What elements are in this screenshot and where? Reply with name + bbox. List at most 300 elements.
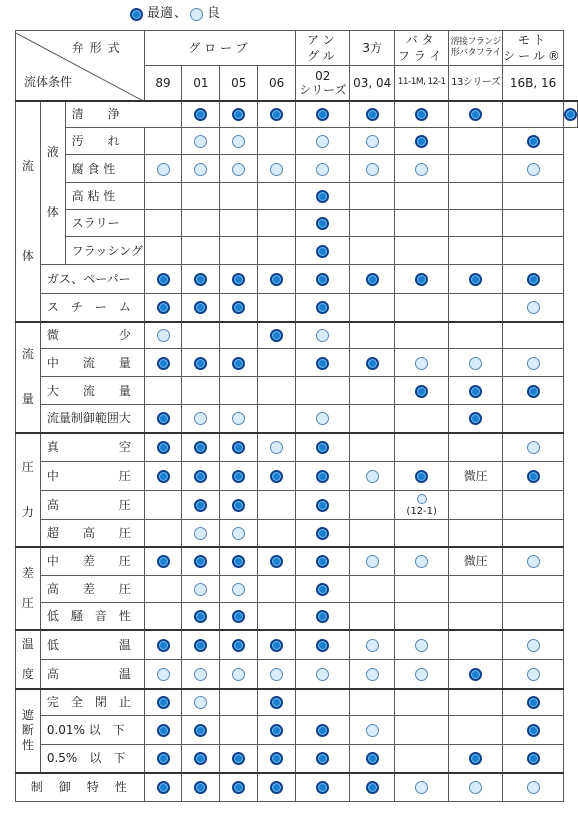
best-dot-icon — [316, 190, 329, 203]
best-dot-icon — [527, 273, 540, 286]
table-row — [16, 210, 578, 237]
rating-cell — [182, 128, 220, 155]
rating-cell — [296, 689, 350, 716]
group-label-temperature: 温 度 — [16, 630, 41, 689]
rating-cell — [394, 547, 448, 576]
good-dot-icon — [232, 583, 245, 596]
rating-cell — [258, 349, 296, 377]
best-dot-icon — [316, 357, 329, 370]
best-dot-icon — [232, 273, 245, 286]
rating-cell — [350, 155, 394, 183]
rating-cell — [449, 349, 503, 377]
best-dot-icon — [232, 357, 245, 370]
header-butterfly: バタ フライ — [394, 31, 448, 66]
rating-cell — [220, 377, 258, 405]
table-row — [16, 462, 578, 491]
rating-cell — [394, 101, 448, 128]
rating-cell — [220, 155, 258, 183]
valve-selection-table — [15, 30, 578, 802]
rating-cell — [503, 183, 564, 210]
best-dot-icon — [316, 108, 329, 121]
rating-cell — [503, 603, 564, 630]
rating-cell — [296, 183, 350, 210]
rating-cell — [449, 128, 503, 155]
rating-cell — [144, 210, 182, 237]
good-dot-icon — [366, 470, 379, 483]
best-dot-icon — [270, 696, 283, 709]
good-dot-icon — [469, 781, 482, 794]
good-dot-icon — [415, 781, 428, 794]
rating-cell — [296, 660, 350, 689]
best-dot-icon — [316, 610, 329, 623]
rating-cell — [503, 349, 564, 377]
rating-cell — [220, 745, 258, 773]
rating-cell — [350, 349, 394, 377]
row-label: 高 温 — [40, 660, 144, 689]
table-row — [16, 491, 578, 520]
header-angle: アン グル — [296, 31, 350, 66]
rating-cell — [296, 716, 350, 745]
best-dot-icon — [157, 470, 170, 483]
rating-cell — [503, 491, 564, 520]
rating-cell — [258, 660, 296, 689]
rating-cell — [258, 689, 296, 716]
group-label-shutoff: 遮 断 性 — [16, 689, 41, 773]
model-13-series: 13シリーズ — [449, 66, 503, 101]
good-dot-icon — [194, 696, 207, 709]
rating-cell — [182, 349, 220, 377]
best-dot-icon — [194, 555, 207, 568]
rating-cell — [350, 462, 394, 491]
rating-cell — [503, 547, 564, 576]
rating-cell — [258, 630, 296, 660]
rating-cell — [296, 520, 350, 547]
rating-cell — [449, 405, 503, 433]
rating-cell — [258, 603, 296, 630]
rating-cell — [503, 128, 564, 155]
model-16b-16: 16B, 16 — [503, 66, 564, 101]
rating-cell — [394, 405, 448, 433]
table-row — [16, 576, 578, 603]
best-dot-icon — [469, 752, 482, 765]
rating-cell — [144, 462, 182, 491]
rating-cell — [350, 491, 394, 520]
header-three-way: 3方 — [350, 31, 394, 66]
best-dot-icon — [194, 499, 207, 512]
best-dot-icon — [415, 135, 428, 148]
rating-cell — [350, 210, 394, 237]
best-dot-icon — [232, 441, 245, 454]
rating-cell — [503, 745, 564, 773]
row-label: 中 差 圧 — [40, 547, 144, 576]
rating-cell — [258, 520, 296, 547]
rating-cell — [220, 773, 258, 802]
row-label: 低 騒 音 性 — [40, 603, 144, 630]
rating-cell — [503, 155, 564, 183]
best-dot-icon — [194, 301, 207, 314]
row-label: 大 流 量 — [40, 377, 144, 405]
good-dot-icon — [527, 555, 540, 568]
rating-cell — [394, 576, 448, 603]
rating-cell — [394, 433, 448, 462]
good-dot-icon — [366, 163, 379, 176]
best-dot-icon — [232, 555, 245, 568]
best-dot-icon — [316, 555, 329, 568]
rating-cell — [296, 547, 350, 576]
rating-cell — [449, 101, 503, 128]
best-dot-icon — [194, 357, 207, 370]
row-label: 中 圧 — [40, 462, 144, 491]
rating-cell — [258, 576, 296, 603]
good-dot-icon — [194, 135, 207, 148]
rating-cell — [144, 745, 182, 773]
rating-cell — [350, 377, 394, 405]
best-dot-icon — [194, 752, 207, 765]
rating-cell — [220, 405, 258, 433]
rating-cell — [220, 433, 258, 462]
rating-cell — [449, 520, 503, 547]
best-dot-icon — [130, 8, 143, 21]
best-dot-icon — [270, 639, 283, 652]
rating-cell — [503, 689, 564, 716]
rating-cell — [220, 491, 258, 520]
table-row — [16, 265, 578, 294]
rating-cell — [144, 520, 182, 547]
rating-cell — [503, 377, 564, 405]
best-dot-icon — [366, 752, 379, 765]
corner-bottom-label: 流体条件 — [24, 75, 73, 90]
rating-cell — [258, 183, 296, 210]
best-dot-icon — [316, 781, 329, 794]
rating-cell — [144, 630, 182, 660]
rating-cell — [182, 155, 220, 183]
best-dot-icon — [527, 724, 540, 737]
model-06: 06 — [258, 66, 296, 101]
legend-best-label: 最適 — [147, 6, 174, 21]
best-dot-icon — [316, 441, 329, 454]
best-dot-icon — [270, 555, 283, 568]
good-dot-icon — [194, 583, 207, 596]
best-dot-icon — [194, 470, 207, 483]
good-dot-icon — [194, 527, 207, 540]
best-dot-icon — [366, 273, 379, 286]
table-row — [16, 377, 578, 405]
good-dot-icon — [366, 724, 379, 737]
rating-cell — [350, 547, 394, 576]
row-label: 高 粘 性 — [65, 183, 144, 210]
best-dot-icon — [157, 724, 170, 737]
good-dot-icon — [194, 163, 207, 176]
good-dot-icon — [270, 441, 283, 454]
rating-cell — [449, 630, 503, 660]
best-dot-icon — [157, 412, 170, 425]
table-row — [16, 349, 578, 377]
cell-note: (12-1) — [406, 506, 437, 517]
best-dot-icon — [415, 108, 428, 121]
good-dot-icon — [366, 668, 379, 681]
group-label-flow: 流 量 — [16, 322, 41, 433]
rating-cell — [258, 322, 296, 349]
rating-cell — [220, 603, 258, 630]
rating-cell — [258, 547, 296, 576]
rating-cell — [258, 462, 296, 491]
good-dot-icon — [194, 668, 207, 681]
good-dot-icon — [316, 412, 329, 425]
row-label: 低 温 — [40, 630, 144, 660]
rating-cell — [220, 660, 258, 689]
rating-cell — [220, 101, 258, 128]
rating-cell — [220, 630, 258, 660]
row-label: 0.5% 以 下 — [40, 745, 144, 773]
table-row — [16, 745, 578, 773]
rating-cell — [449, 377, 503, 405]
rating-cell — [449, 265, 503, 294]
good-dot-icon — [417, 494, 427, 504]
good-dot-icon — [190, 8, 203, 21]
rating-cell — [296, 294, 350, 322]
rating-cell — [220, 265, 258, 294]
rating-cell — [350, 128, 394, 155]
best-dot-icon — [157, 273, 170, 286]
rating-cell — [350, 265, 394, 294]
table-row — [16, 183, 578, 210]
rating-cell — [394, 689, 448, 716]
best-dot-icon — [270, 724, 283, 737]
rating-cell — [503, 210, 564, 237]
rating-cell — [258, 745, 296, 773]
rating-cell — [144, 773, 182, 802]
rating-cell — [394, 322, 448, 349]
rating-cell — [296, 155, 350, 183]
good-dot-icon — [527, 301, 540, 314]
rating-cell — [394, 237, 448, 265]
rating-cell — [182, 462, 220, 491]
rating-cell — [182, 101, 220, 128]
rating-cell — [394, 630, 448, 660]
group-label-diffpressure: 差 圧 — [16, 547, 41, 630]
row-label: 汚 れ — [65, 128, 144, 155]
good-dot-icon — [270, 163, 283, 176]
best-dot-icon — [469, 412, 482, 425]
table-row — [16, 155, 578, 183]
rating-cell — [182, 237, 220, 265]
rating-cell — [449, 603, 503, 630]
rating-cell — [144, 183, 182, 210]
good-dot-icon — [157, 163, 170, 176]
best-dot-icon — [194, 610, 207, 623]
rating-cell — [296, 210, 350, 237]
good-dot-icon — [157, 668, 170, 681]
rating-cell — [503, 294, 564, 322]
rating-cell — [258, 294, 296, 322]
good-dot-icon — [527, 781, 540, 794]
rating-cell — [350, 520, 394, 547]
model-89: 89 — [144, 66, 182, 101]
rating-cell — [182, 576, 220, 603]
good-dot-icon — [232, 135, 245, 148]
row-label: 高 差 圧 — [40, 576, 144, 603]
row-label: 微 少 — [40, 322, 144, 349]
good-dot-icon — [527, 639, 540, 652]
rating-cell — [503, 237, 564, 265]
rating-cell — [144, 547, 182, 576]
rating-cell — [258, 101, 296, 128]
rating-cell — [449, 660, 503, 689]
rating-cell — [296, 491, 350, 520]
rating-cell — [182, 773, 220, 802]
good-dot-icon — [316, 163, 329, 176]
rating-cell — [394, 491, 448, 520]
row-label: 超 高 圧 — [40, 520, 144, 547]
model-02-series: 02 シリーズ — [296, 66, 350, 101]
rating-cell — [220, 322, 258, 349]
best-dot-icon — [316, 273, 329, 286]
rating-cell — [296, 433, 350, 462]
rating-cell — [296, 405, 350, 433]
row-label: フラッシング — [65, 237, 144, 265]
rating-cell — [296, 322, 350, 349]
good-dot-icon — [316, 329, 329, 342]
best-dot-icon — [194, 273, 207, 286]
rating-cell — [182, 433, 220, 462]
rating-cell — [564, 101, 578, 128]
best-dot-icon — [316, 639, 329, 652]
rating-cell — [220, 520, 258, 547]
rating-cell — [350, 689, 394, 716]
rating-cell — [182, 630, 220, 660]
rating-cell — [503, 630, 564, 660]
best-dot-icon — [194, 639, 207, 652]
rating-cell — [350, 322, 394, 349]
best-dot-icon — [316, 499, 329, 512]
rating-cell — [220, 237, 258, 265]
best-dot-icon — [415, 470, 428, 483]
rating-cell — [258, 716, 296, 745]
best-dot-icon — [564, 108, 577, 121]
row-label: スラリー — [65, 210, 144, 237]
table-row — [16, 294, 578, 322]
best-dot-icon — [366, 357, 379, 370]
legend-good-label: 良 — [207, 6, 221, 21]
good-dot-icon — [232, 668, 245, 681]
rating-cell — [503, 405, 564, 433]
rating-cell — [220, 349, 258, 377]
good-dot-icon — [415, 639, 428, 652]
rating-cell — [394, 660, 448, 689]
best-dot-icon — [157, 639, 170, 652]
rating-cell — [144, 294, 182, 322]
rating-cell — [258, 265, 296, 294]
model-03-04: 03, 04 — [350, 66, 394, 101]
rating-cell — [350, 183, 394, 210]
rating-cell — [182, 547, 220, 576]
corner-top-label: 弁形式 — [71, 41, 126, 56]
rating-cell — [182, 322, 220, 349]
best-dot-icon — [316, 470, 329, 483]
rating-cell — [350, 294, 394, 322]
rating-cell — [220, 689, 258, 716]
best-dot-icon — [316, 583, 329, 596]
rating-cell — [182, 520, 220, 547]
best-dot-icon — [232, 301, 245, 314]
rating-cell — [296, 745, 350, 773]
rating-cell — [350, 773, 394, 802]
rating-cell — [350, 433, 394, 462]
rating-cell — [394, 377, 448, 405]
best-dot-icon — [366, 108, 379, 121]
rating-cell — [394, 520, 448, 547]
rating-cell — [296, 265, 350, 294]
rating-cell — [258, 155, 296, 183]
best-dot-icon — [316, 527, 329, 540]
rating-cell — [449, 294, 503, 322]
rating-cell — [258, 377, 296, 405]
best-dot-icon — [469, 273, 482, 286]
rating-cell — [144, 265, 182, 294]
best-dot-icon — [157, 781, 170, 794]
good-dot-icon — [415, 163, 428, 176]
rating-cell — [449, 745, 503, 773]
row-label: 流量制御範囲大 — [40, 405, 144, 433]
good-dot-icon — [232, 527, 245, 540]
group-label-fluid: 流 体 — [16, 101, 41, 322]
rating-cell — [503, 520, 564, 547]
rating-cell — [182, 689, 220, 716]
table-row — [16, 520, 578, 547]
rating-cell — [449, 433, 503, 462]
rating-cell — [296, 377, 350, 405]
rating-cell — [394, 349, 448, 377]
rating-cell — [503, 660, 564, 689]
rating-cell — [350, 745, 394, 773]
rating-cell — [258, 433, 296, 462]
best-dot-icon — [194, 781, 207, 794]
rating-cell — [182, 603, 220, 630]
best-dot-icon — [270, 273, 283, 286]
good-dot-icon — [157, 329, 170, 342]
rating-cell — [144, 660, 182, 689]
rating-cell — [296, 462, 350, 491]
best-dot-icon — [316, 752, 329, 765]
best-dot-icon — [527, 135, 540, 148]
rating-cell — [350, 660, 394, 689]
best-dot-icon — [415, 385, 428, 398]
best-dot-icon — [527, 470, 540, 483]
rating-cell — [449, 210, 503, 237]
good-dot-icon — [415, 357, 428, 370]
rating-cell — [394, 210, 448, 237]
rating-cell — [220, 128, 258, 155]
rating-cell — [220, 547, 258, 576]
rating-cell — [144, 237, 182, 265]
rating-cell — [258, 210, 296, 237]
best-dot-icon — [469, 668, 482, 681]
rating-cell — [503, 322, 564, 349]
best-dot-icon — [232, 470, 245, 483]
rating-cell — [296, 349, 350, 377]
best-dot-icon — [415, 273, 428, 286]
rating-cell — [182, 745, 220, 773]
rating-cell — [449, 155, 503, 183]
rating-cell — [503, 433, 564, 462]
row-label: 清 浄 — [65, 101, 182, 128]
table-row — [16, 128, 578, 155]
best-dot-icon — [194, 108, 207, 121]
best-dot-icon — [157, 555, 170, 568]
table-row — [16, 630, 578, 660]
rating-cell — [394, 745, 448, 773]
good-dot-icon — [527, 668, 540, 681]
